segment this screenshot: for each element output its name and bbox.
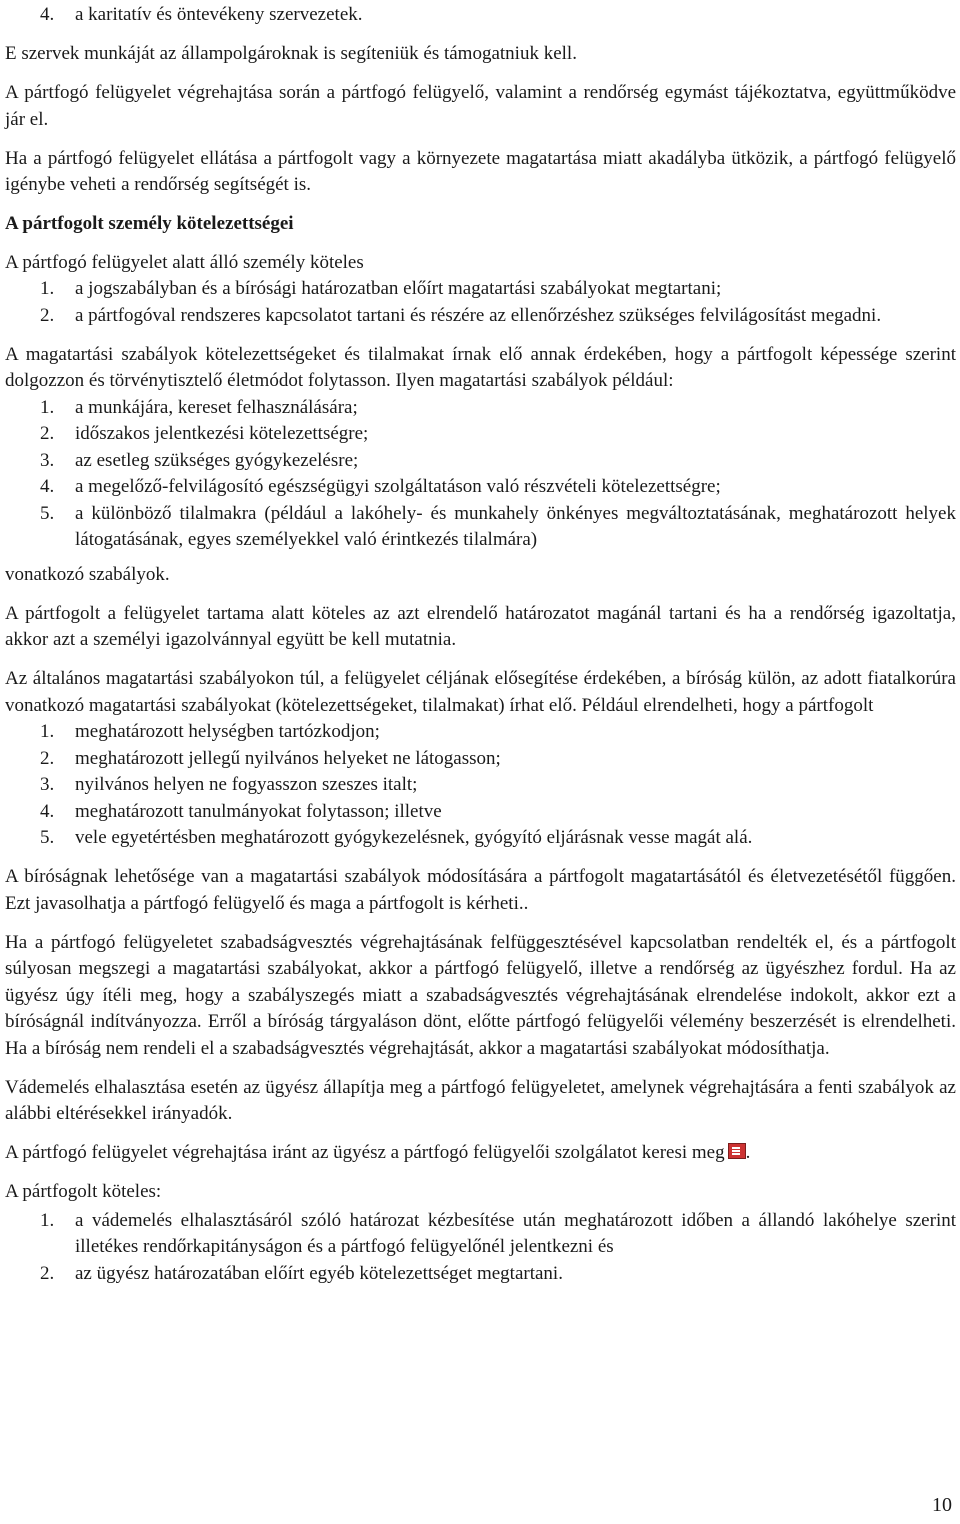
list-number: 5. bbox=[40, 502, 55, 524]
list-text: a vádemelés elhalasztásáról szóló határozat kézbesítése után meghatározott időben a állandó lakóhelye szerint illetékes rendőrkapitányságon és a pártfogó felügyelőnél jelentkezni és bbox=[75, 1209, 956, 1257]
list-number: 4. bbox=[40, 800, 55, 822]
paragraph-end: . bbox=[745, 1142, 751, 1163]
paragraph: A pártfogó felügyelet végrehajtása során a pártfogó felügyelő, valamint a rendőrség egymást tájékoztatva, együttműködve jár el. bbox=[5, 82, 956, 130]
list-item bbox=[5, 395, 956, 422]
list-item bbox=[5, 1261, 956, 1288]
list-item bbox=[5, 2, 956, 29]
list-text: időszakos jelentkezési kötelezettségre; bbox=[75, 423, 369, 444]
list-number: 2. bbox=[40, 304, 55, 326]
list-text: meghatározott helységben tartózkodjon; bbox=[75, 721, 380, 742]
paragraph: Ha a pártfogó felügyelet ellátása a pártfogolt vagy a környezete magatartása miatt akadályba ütközik, a pártfogó felügyelő igénybe veheti a rendőrség segítségét is. bbox=[5, 147, 956, 195]
list-number: 3. bbox=[40, 449, 55, 471]
list-item bbox=[5, 303, 956, 330]
list-text: az esetleg szükséges gyógykezelésre; bbox=[75, 449, 359, 471]
paragraph: A bíróságnak lehetősége van a magatartási szabályok módosítására a pártfogolt magatartásától és életvezetésétől függően. Ezt javasolhatja a pártfogó felügyelő és maga a pártfogolt is kérheti.. bbox=[5, 866, 956, 914]
paragraph: A pártfogó felügyelet alatt álló személy köteles bbox=[5, 251, 364, 273]
paragraph: A pártfogolt köteles: bbox=[5, 1181, 162, 1202]
list-number: 1. bbox=[40, 278, 55, 299]
list-text: meghatározott jellegű nyilvános helyeket ne látogasson; bbox=[75, 747, 501, 769]
list-number: 2. bbox=[40, 747, 55, 769]
list-number: 2. bbox=[40, 423, 55, 444]
list-item bbox=[5, 746, 956, 773]
paragraph: Az általános magatartási szabályokon túl, a felügyelet céljának elősegítése érdekében, a bíróság külön, az adott fiatalkorúra vonatkozó magatartási szabályokat (kötelezettségeket, tilalmakat) írhat elő. Például elrendelheti, hogy a pártfogolt bbox=[5, 668, 956, 716]
page-number: 10 bbox=[932, 1494, 952, 1516]
paragraph-text: A pártfogó felügyelet végrehajtása iránt az ügyész a pártfogó felügyelői szolgálatot keresi meg bbox=[5, 1142, 725, 1163]
list-number: 1. bbox=[40, 396, 55, 418]
list-item bbox=[5, 421, 956, 448]
list-item bbox=[5, 825, 956, 852]
list-item bbox=[5, 501, 956, 554]
list-text: a jogszabályban és a bírósági határozatban előírt magatartási szabályokat megtartani; bbox=[75, 278, 722, 299]
list-text: a munkájára, kereset felhasználására; bbox=[75, 396, 358, 418]
paragraph: A magatartási szabályok kötelezettségeket és tilalmakat írnak elő annak érdekében, hogy a pártfogolt képessége szerint dolgozzon és törvénytisztelő életmódot folytasson. Ilyen magatartási szabályok például: bbox=[5, 343, 956, 391]
list-text: a pártfogóval rendszeres kapcsolatot tartani és részére az ellenőrzéshez szükséges felvilágosítást megadni. bbox=[75, 304, 882, 326]
paragraph: E szervek munkáját az állampolgároknak is segíteniük és támogatniuk kell. bbox=[5, 43, 577, 64]
list-number: 2. bbox=[40, 1262, 55, 1284]
list-text: meghatározott tanulmányokat folytasson; illetve bbox=[75, 800, 442, 822]
list-item bbox=[5, 1208, 956, 1261]
note-icon[interactable] bbox=[728, 1143, 746, 1159]
section-heading: A pártfogolt személy kötelezettségei bbox=[5, 213, 294, 234]
list-item bbox=[5, 474, 956, 501]
paragraph: Vádemelés elhalasztása esetén az ügyész állapítja meg a pártfogó felügyeletet, amelynek végrehajtására a fenti szabályok az alábbi eltérésekkel irányadók. bbox=[5, 1076, 956, 1124]
list-item bbox=[5, 276, 956, 303]
list-number: 3. bbox=[40, 774, 55, 795]
list-item bbox=[5, 772, 956, 799]
list-item bbox=[5, 719, 956, 746]
paragraph: A pártfogolt a felügyelet tartama alatt köteles az azt elrendelő határozatot magánál tartani és ha a rendőrség igazoltatja, akkor azt a személyi igazolvánnyal együtt be kell mutatnia. bbox=[5, 602, 956, 650]
paragraph-with-icon bbox=[5, 1140, 956, 1167]
duties-list bbox=[5, 276, 956, 329]
document-body bbox=[5, 2, 956, 1300]
list-text: a megelőző-felvilágosító egészségügyi szolgáltatáson való részvételi kötelezettségre; bbox=[75, 476, 721, 497]
list-number: 5. bbox=[40, 827, 55, 848]
rules-list bbox=[5, 395, 956, 554]
list-number: 4. bbox=[40, 4, 55, 25]
paragraph: Ha a pártfogó felügyeletet szabadságvesztés végrehajtásának felfüggesztésével kapcsolatban rendelték el, és a pártfogolt súlyosan megszegi a magatartási szabályokat, akkor a pártfogó felügyelő, illetve a rendőrség az ügyészhez fordul. Ha az ügyész úgy ítéli meg, hogy a szabályszegés miatt a szabadságvesztés végrehajtásának elrendelése indokolt, akkor ezt a bíróságnál indítványozza. Erről a bíróság tárgyaláson dönt, előtte pártfogó felügyelői vélemény beszerzését is elrendelheti. Ha a bíróság nem rendeli el a szabadságvesztés végrehajtását, akkor a magatartási szabályokat módosíthatja. bbox=[5, 931, 956, 1059]
list-text: nyilvános helyen ne fogyasszon szeszes italt; bbox=[75, 774, 418, 795]
deferred-duties-list bbox=[5, 1208, 956, 1288]
list-text: a különböző tilalmakra (például a lakóhely- és munkahely önkényes megváltoztatásának, meghatározott helyek látogatásának, egyes személyekkel való érintkezés tilalmára) bbox=[75, 502, 956, 550]
list-text: a karitatív és öntevékeny szervezetek. bbox=[75, 4, 363, 25]
list-text: vele egyetértésben meghatározott gyógykezelésnek, gyógyító eljárásnak vesse magát alá. bbox=[75, 827, 753, 848]
list-item bbox=[5, 448, 956, 475]
court-rules-list bbox=[5, 719, 956, 852]
list-item bbox=[5, 799, 956, 826]
paragraph: vonatkozó szabályok. bbox=[5, 563, 170, 585]
list-number: 4. bbox=[40, 476, 55, 497]
list-number: 1. bbox=[40, 1209, 55, 1231]
list-text: az ügyész határozatában előírt egyéb kötelezettséget megtartani. bbox=[75, 1262, 563, 1284]
list-number: 1. bbox=[40, 721, 55, 742]
